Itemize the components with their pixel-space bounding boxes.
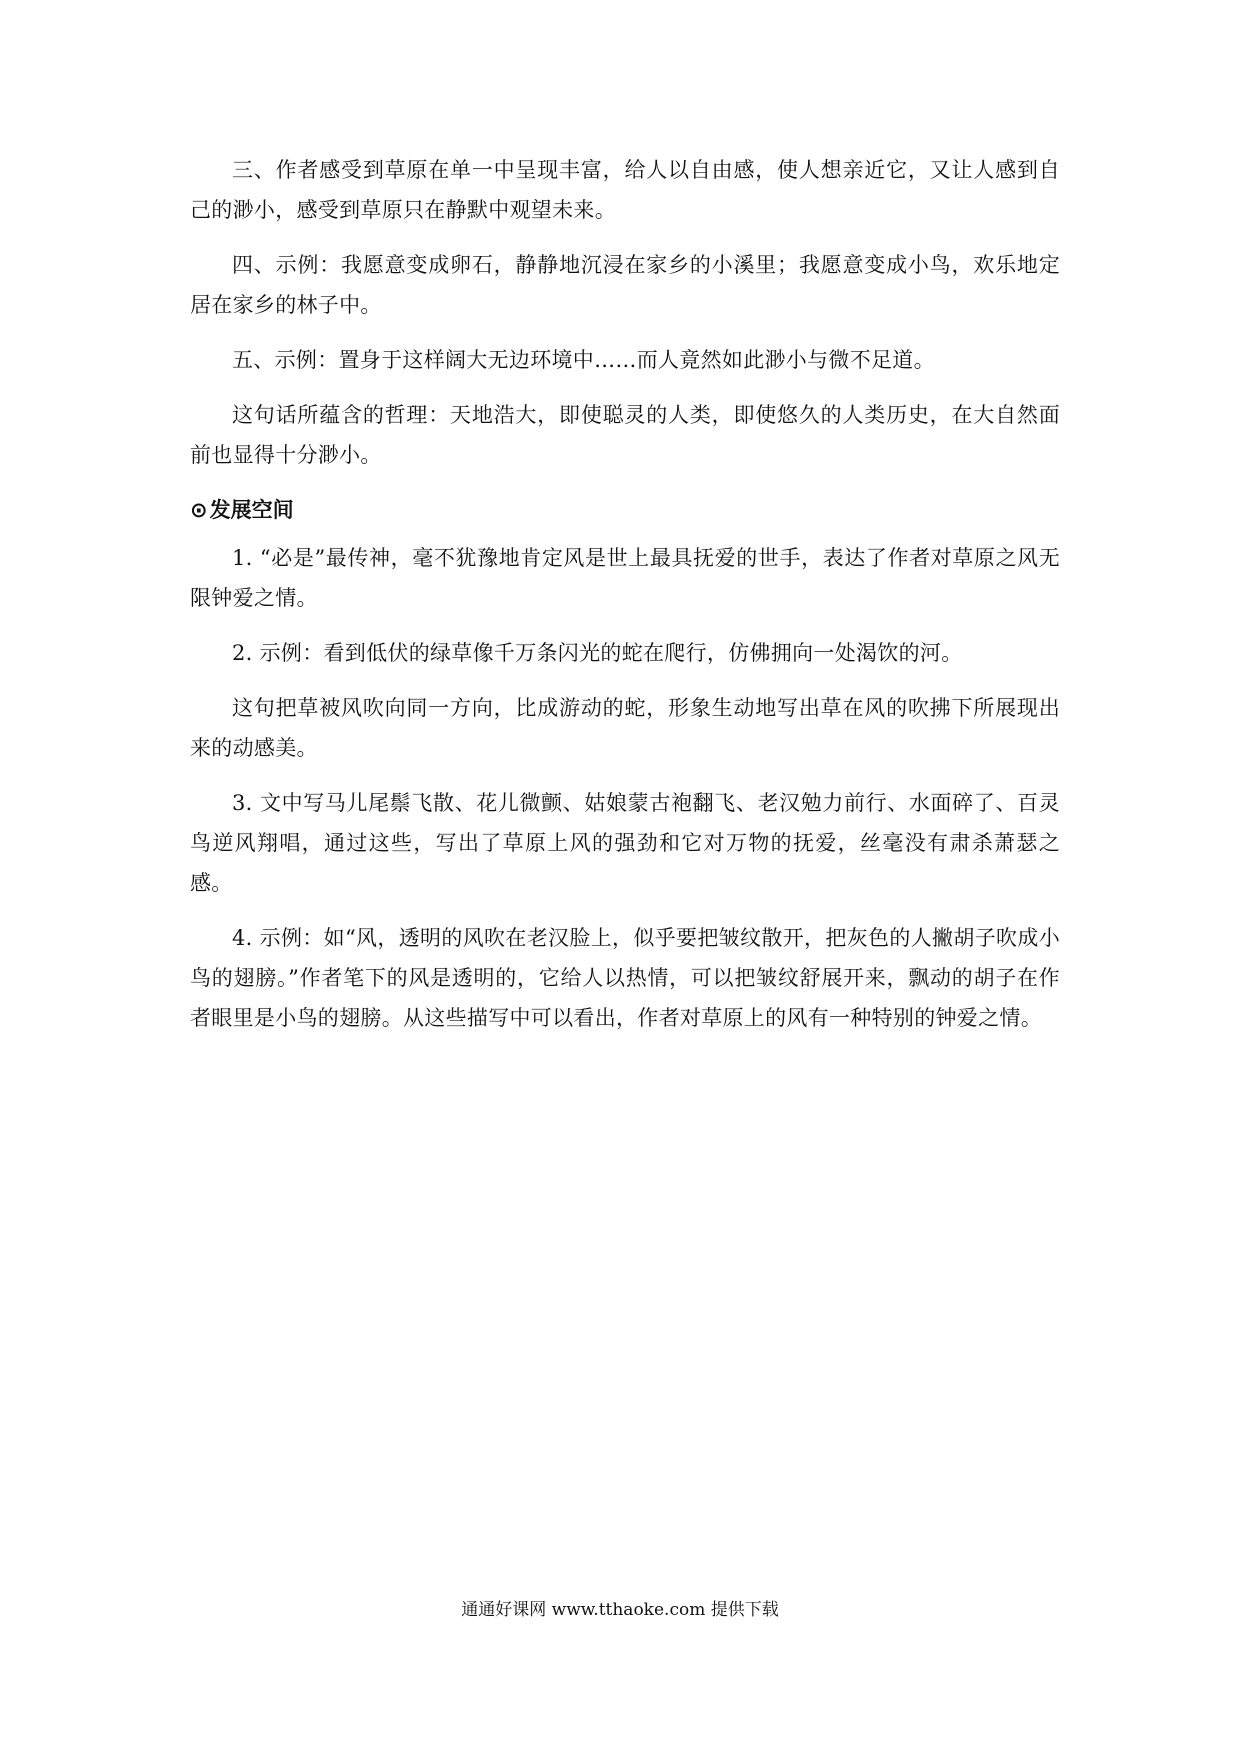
page-footer: 通通好课网 www.tthaoke.com 提供下载 — [461, 1600, 779, 1620]
answer-paragraph-4: 四、示例：我愿意变成卵石，静静地沉浸在家乡的小溪里；我愿意变成小鸟，欢乐地定居在家乡的林子中。 — [190, 253, 1060, 317]
circle-dot-icon: ⊙ — [190, 498, 208, 522]
answer-paragraph-3: 三、作者感受到草原在单一中呈现丰富，给人以自由感，使人想亲近它，又让人感到自己的渺小，感受到草原只在静默中观望未来。 — [190, 158, 1060, 222]
development-item-3: 3. 文中写马儿尾鬃飞散、花儿微颤、姑娘蒙古袍翻飞、老汉勉力前行、水面碎了、百灵鸟逆风翔唱，通过这些，写出了草原上风的强劲和它对万物的抚爱，丝毫没有肃杀萧瑟之感。 — [190, 791, 1060, 895]
section-heading — [190, 490, 1060, 530]
development-item-4: 4. 示例：如“风，透明的风吹在老汉脸上，似乎要把皱纹散开，把灰色的人撇胡子吹成小鸟的翅膀。”作者笔下的风是透明的，它给人以热情，可以把皱纹舒展开来，飘动的胡子在作者眼里是小鸟的翅膀。从这些描写中可以看出，作者对草原上的风有一种特别的钟爱之情。 — [190, 926, 1060, 1030]
document-page — [190, 150, 1060, 1053]
development-item-1: 1. “必是”最传神，毫不犹豫地肯定风是世上最具抚爱的世手，表达了作者对草原之风无限钟爱之情。 — [190, 546, 1060, 610]
development-item-2: 2. 示例：看到低伏的绿草像千万条闪光的蛇在爬行，仿佛拥向一处渴饮的河。 — [232, 641, 963, 665]
section-title: 发展空间 — [209, 498, 294, 522]
answer-paragraph-5-explanation: 这句话所蕴含的哲理：天地浩大，即使聪灵的人类，即使悠久的人类历史，在大自然面前也显得十分渺小。 — [190, 403, 1060, 467]
answer-paragraph-5: 五、示例：置身于这样阔大无边环境中……而人竟然如此渺小与微不足道。 — [232, 348, 935, 372]
development-item-2-explanation: 这句把草被风吹向同一方向，比成游动的蛇，形象生动地写出草在风的吹拂下所展现出来的动感美。 — [190, 696, 1060, 760]
